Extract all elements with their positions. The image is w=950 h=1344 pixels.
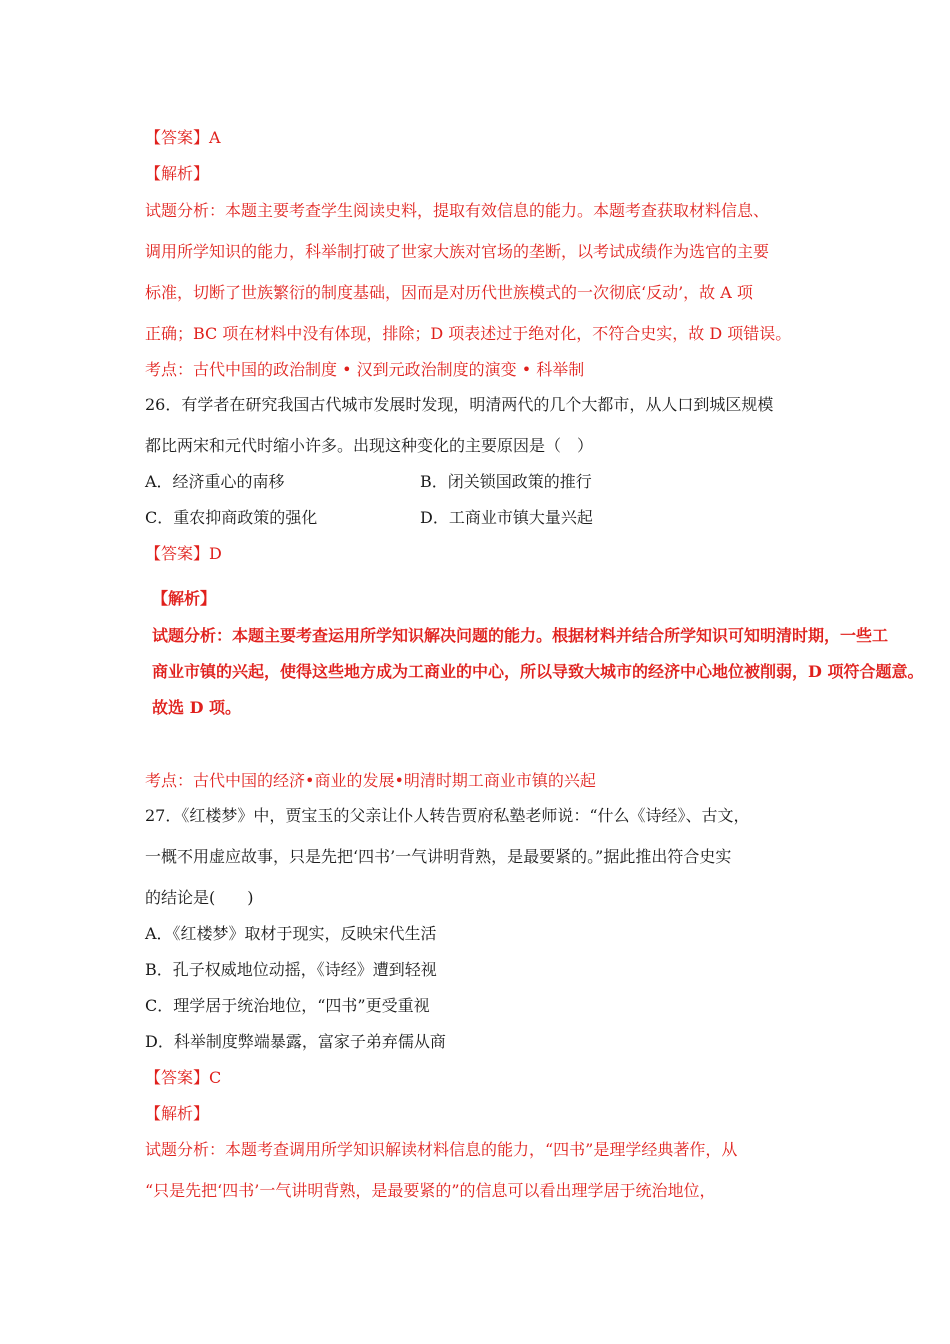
option-26-d: D．工商业市镇大量兴起 — [420, 508, 593, 527]
analysis-line: 调用所学知识的能力，科举制打破了世家大族对官场的垄断，以考试成绩作为选官的主要 — [145, 242, 770, 261]
analysis-line: 标准，切断了世族繁衍的制度基础，因而是对历代世族模式的一次彻底‘反动’，故 A 项 — [145, 283, 753, 302]
kaodian-25: 考点：古代中国的政治制度 • 汉到元政治制度的演变 • 科举制 — [145, 360, 585, 379]
option-27-a: A．《红楼梦》取材于现实，反映宋代生活 — [145, 924, 437, 943]
question-27-stem: 27．《红楼梦》中，贾宝玉的父亲让仆人转告贾府私塾老师说：“什么《诗经》、古文， — [145, 806, 750, 825]
analysis-line: 试题分析：本题考查调用所学知识解读材料信息的能力，“四书”是理学经典著作，从 — [145, 1140, 738, 1159]
analysis-line: “只是先把‘四书’一气讲明背熟，是最要紧的”的信息可以看出理学居于统治地位， — [145, 1181, 716, 1200]
question-26-stem: 都比两宋和元代时缩小许多。出现这种变化的主要原因是（ ） — [145, 436, 594, 455]
answer-label-26: 【答案】D — [145, 544, 222, 563]
analysis-line: 正确；BC 项在材料中没有体现，排除；D 项表述过于绝对化，不符合史实，故 D 项错误。 — [145, 324, 792, 343]
option-26-c: C．重农抑商政策的强化 — [145, 508, 318, 527]
option-27-c: C．理学居于统治地位，“四书”更受重视 — [145, 996, 430, 1015]
analysis-line: 商业市镇的兴起，使得这些地方成为工商业的中心，所以导致大城市的经济中心地位被削弱，D 项符合题意。 — [152, 662, 924, 681]
analysis-label-26: 【解析】 — [152, 589, 217, 608]
analysis-line: 试题分析：本题主要考查学生阅读史料，提取有效信息的能力。本题考查获取材料信息、 — [145, 201, 770, 220]
analysis-line: 试题分析：本题主要考查运用所学知识解决问题的能力。根据材料并结合所学知识可知明清时期，一些工 — [152, 626, 889, 645]
option-26-a: A．经济重心的南移 — [145, 472, 285, 491]
question-26-stem: 26．有学者在研究我国古代城市发展时发现，明清两代的几个大都市，从人口到城区规模 — [145, 395, 774, 414]
answer-label-25: 【答案】A — [145, 128, 221, 147]
option-27-d: D．科举制度弊端暴露，富家子弟弃儒从商 — [145, 1032, 446, 1051]
answer-label-27: 【答案】C — [145, 1068, 222, 1087]
kaodian-26: 考点：古代中国的经济•商业的发展•明清时期工商业市镇的兴起 — [145, 771, 596, 790]
analysis-label-27: 【解析】 — [145, 1104, 210, 1123]
question-27-stem: 的结论是( ) — [145, 888, 254, 907]
analysis-label-25: 【解析】 — [145, 164, 210, 183]
analysis-line: 故选 D 项。 — [152, 698, 242, 717]
option-27-b: B．孔子权威地位动摇，《诗经》遭到轻视 — [145, 960, 437, 979]
question-27-stem: 一概不用虚应故事，只是先把‘四书’一气讲明背熟，是最要紧的。”据此推出符合史实 — [145, 847, 732, 866]
option-26-b: B．闭关锁国政策的推行 — [420, 472, 592, 491]
